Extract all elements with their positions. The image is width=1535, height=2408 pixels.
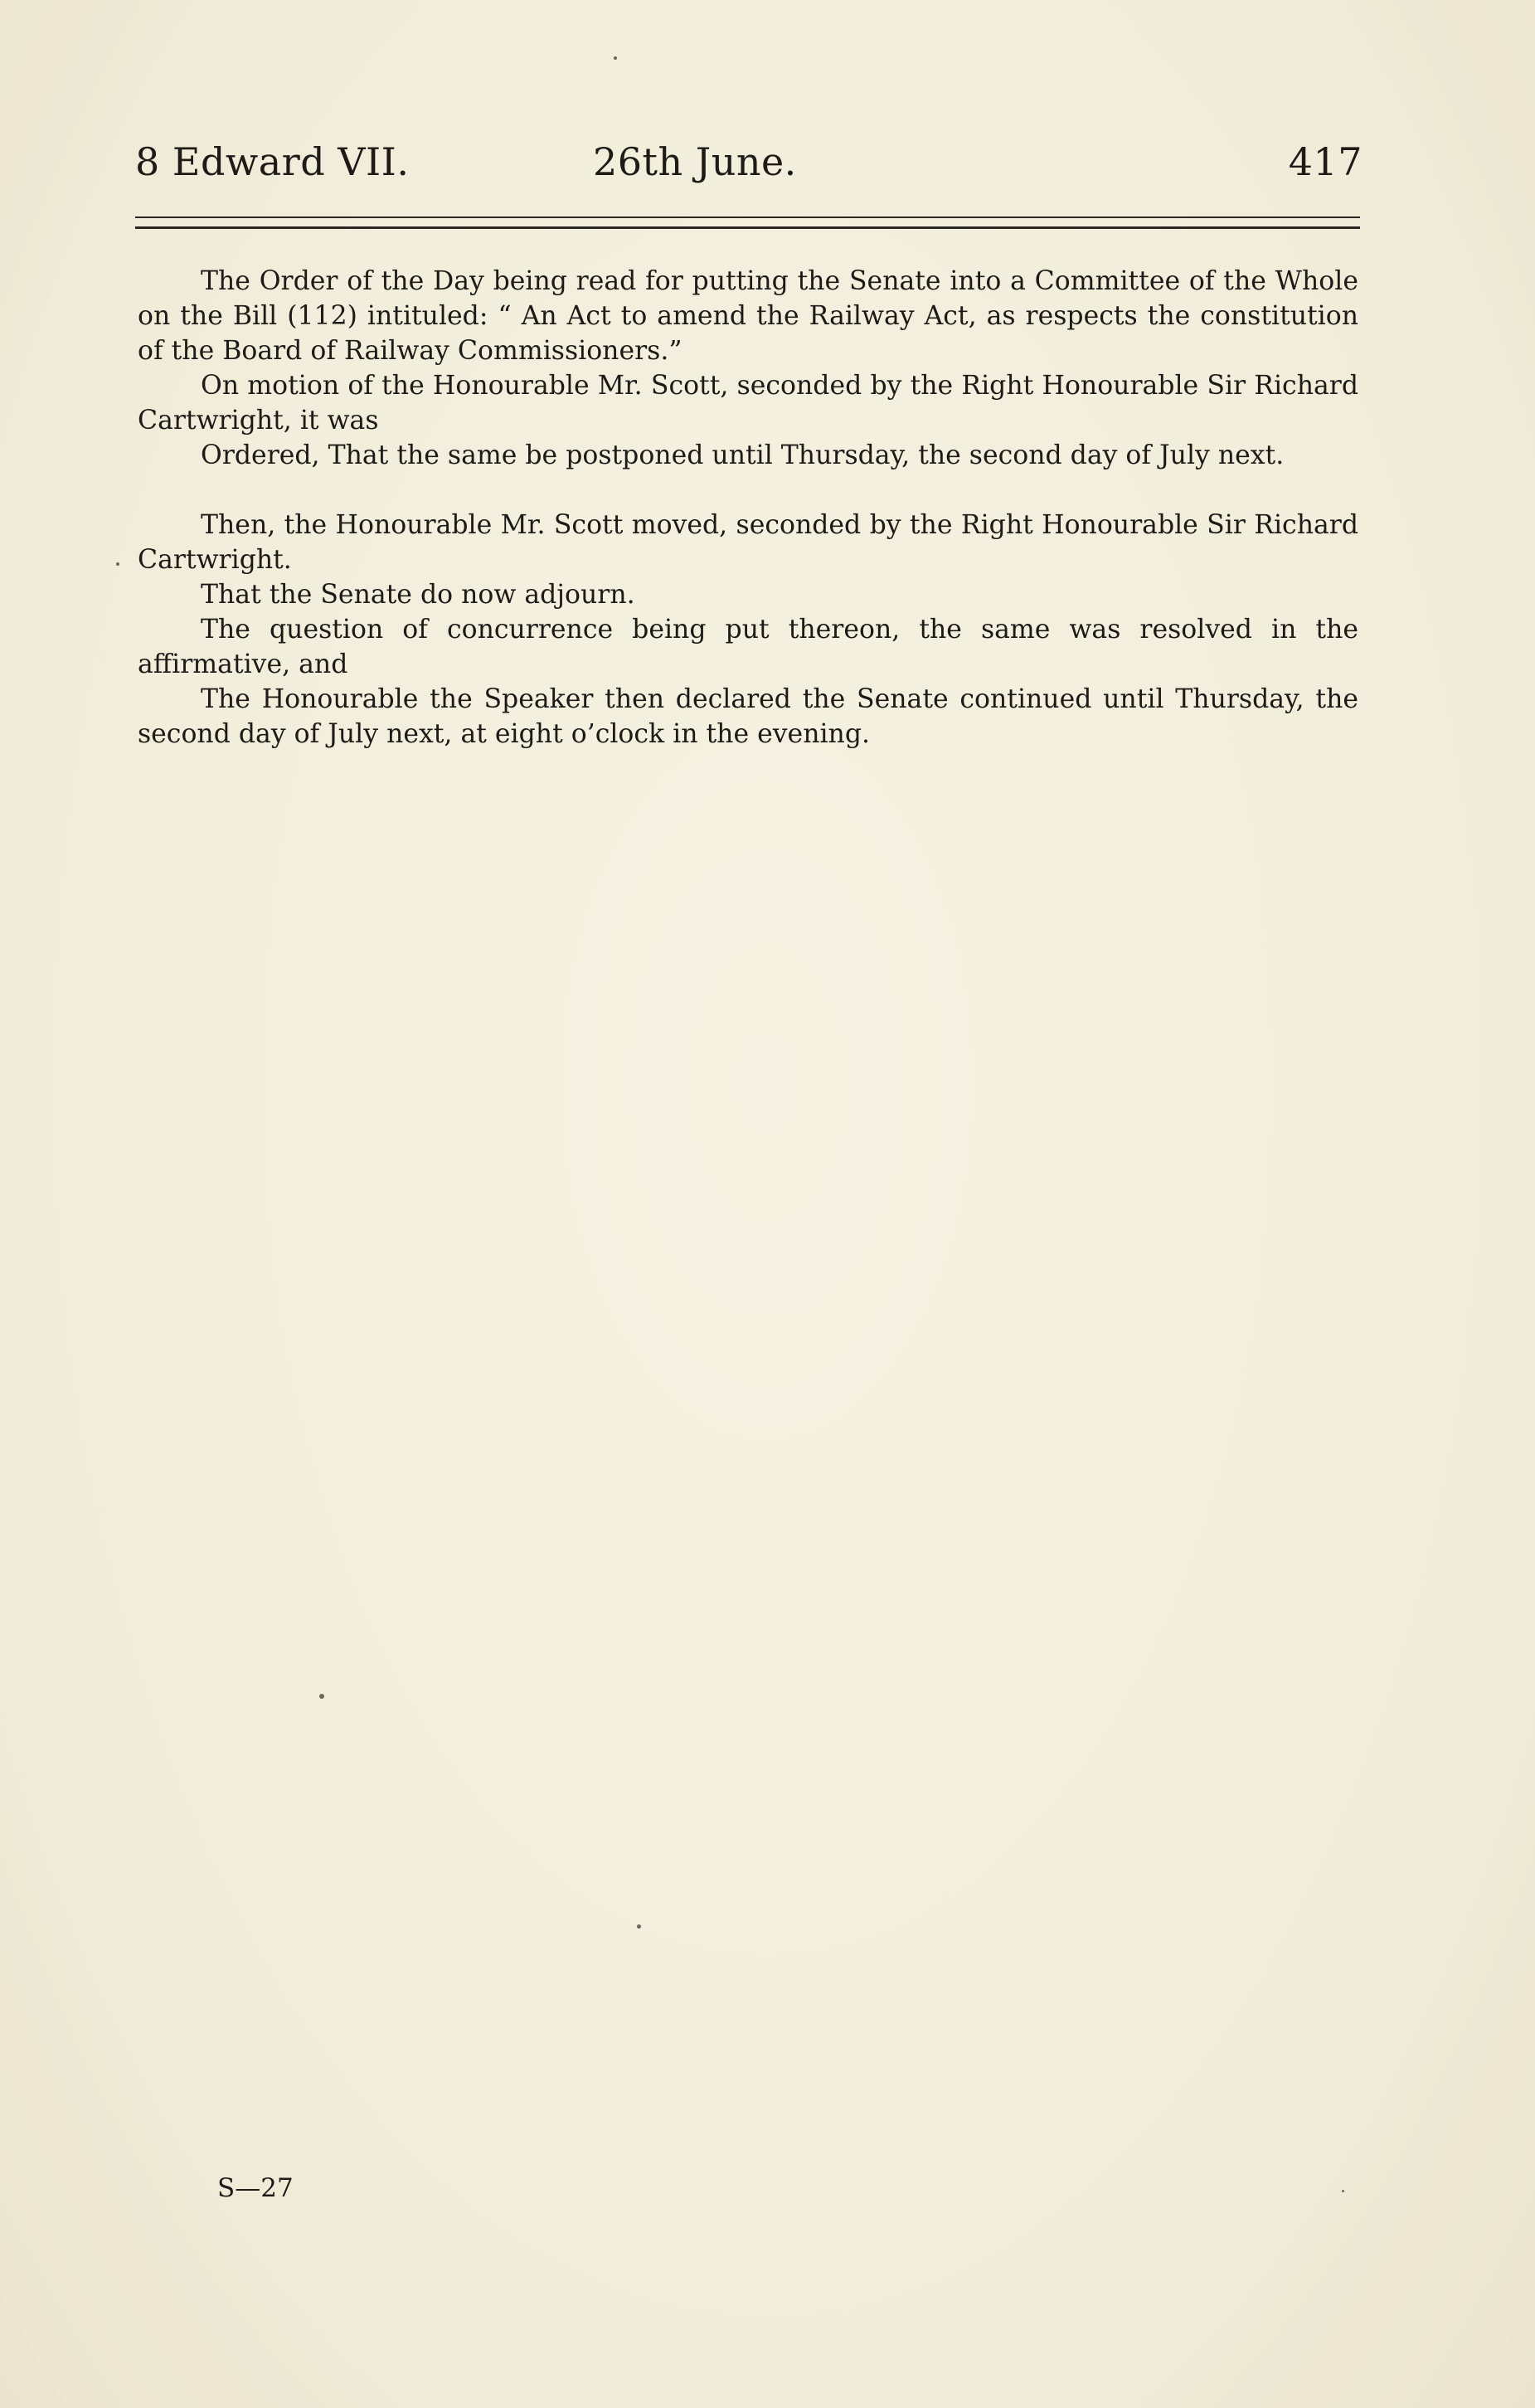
paper-speck (319, 1694, 324, 1699)
paragraph-adjourn-motion: Then, the Honourable Mr. Scott moved, seconded by the Right Honourable Sir Richard Cartwright. (138, 510, 1358, 575)
running-head (135, 139, 1363, 189)
session-date: 26th June. (593, 139, 797, 184)
paper-speck (637, 1924, 641, 1929)
header-rule-thick (135, 226, 1360, 229)
paragraph-speaker-declaration: The Honourable the Speaker then declared the Senate continued until Thursday, the second day of July next, at eight o’clock in the evening. (138, 684, 1358, 749)
paragraph-order-of-day: The Order of the Day being read for putting the Senate into a Committee of the Whole on the Bill (112) intituled: “ An Act to amend the Railway Act, as respects the constitution of the Board of Railway Commissioners.” (138, 266, 1358, 366)
journal-entry (138, 264, 1358, 752)
header-rule-thin (135, 216, 1360, 218)
paragraph-ordered: Ordered, That the same be postponed until Thursday, the second day of July next. (201, 440, 1285, 470)
paragraph-motion: On motion of the Honourable Mr. Scott, seconded by the Right Honourable Sir Richard Cartwright, it was (138, 371, 1358, 435)
regnal-year: 8 Edward VII. (135, 139, 410, 184)
paper-speck (1342, 2190, 1344, 2192)
paragraph-adjourn-resolution: That the Senate do now adjourn. (201, 580, 635, 610)
paragraph-question: The question of concurrence being put thereon, the same was resolved in the affirmative, and (138, 615, 1358, 679)
paper-speck (614, 56, 617, 60)
page-number: 417 (1288, 139, 1363, 184)
signature-mark: S—27 (217, 2173, 294, 2203)
paper-speck (116, 562, 119, 566)
